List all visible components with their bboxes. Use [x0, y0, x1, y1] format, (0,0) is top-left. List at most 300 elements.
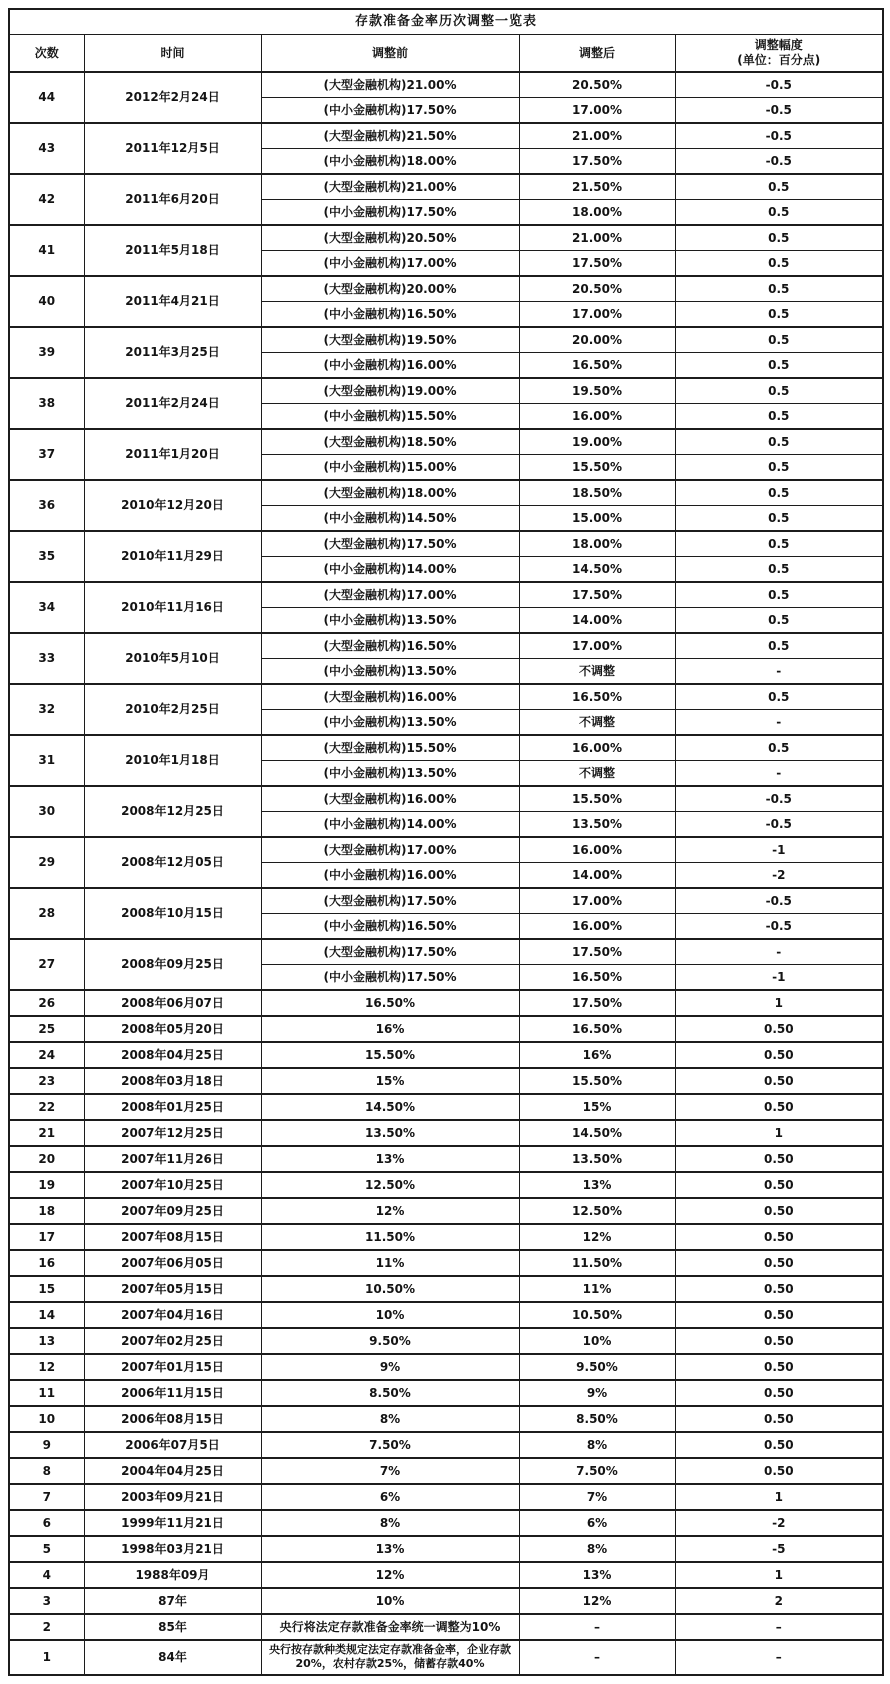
row-number-cell: 15 — [9, 1276, 84, 1302]
after-cell: 21.50% — [519, 174, 675, 200]
row-number-cell: 37 — [9, 429, 84, 480]
table-row — [9, 1562, 883, 1588]
date-cell: 2007年11月26日 — [84, 1146, 261, 1172]
before-cell: 7.50% — [261, 1432, 519, 1458]
table-row — [9, 582, 883, 608]
row-number-cell: 4 — [9, 1562, 84, 1588]
table-row — [9, 1146, 883, 1172]
change-cell: 1 — [675, 990, 883, 1016]
row-number-cell: 6 — [9, 1510, 84, 1536]
date-cell: 2011年5月18日 — [84, 225, 261, 276]
after-cell: 16.00% — [519, 735, 675, 761]
row-number-cell: 24 — [9, 1042, 84, 1068]
after-cell: 11% — [519, 1276, 675, 1302]
table-row — [9, 1406, 883, 1432]
date-cell: 2008年12月05日 — [84, 837, 261, 888]
change-cell: -1 — [675, 965, 883, 991]
change-cell: - — [675, 761, 883, 787]
row-number-cell: 22 — [9, 1094, 84, 1120]
date-cell: 2006年11月15日 — [84, 1380, 261, 1406]
date-cell: 2006年07月5日 — [84, 1432, 261, 1458]
change-cell: -0.5 — [675, 888, 883, 914]
before-cell: 8% — [261, 1406, 519, 1432]
change-cell: 0.5 — [675, 327, 883, 353]
before-cell: (中小金融机构)13.50% — [261, 761, 519, 787]
date-cell: 84年 — [84, 1640, 261, 1675]
col-header-after: 调整后 — [519, 35, 675, 73]
before-cell: (大型金融机构)19.50% — [261, 327, 519, 353]
table-row — [9, 1120, 883, 1146]
before-cell: (大型金融机构)15.50% — [261, 735, 519, 761]
date-cell: 2007年05月15日 — [84, 1276, 261, 1302]
date-cell: 2008年09月25日 — [84, 939, 261, 990]
after-cell: 不调整 — [519, 710, 675, 736]
before-cell: (大型金融机构)21.00% — [261, 174, 519, 200]
date-cell: 2008年01月25日 — [84, 1094, 261, 1120]
change-cell: 0.5 — [675, 735, 883, 761]
table-row — [9, 1640, 883, 1675]
row-number-cell: 30 — [9, 786, 84, 837]
before-cell: 12.50% — [261, 1172, 519, 1198]
change-cell: 0.5 — [675, 480, 883, 506]
after-cell: 18.00% — [519, 200, 675, 226]
after-cell: 15.00% — [519, 506, 675, 532]
before-cell: (中小金融机构)17.00% — [261, 251, 519, 277]
after-cell: – — [519, 1640, 675, 1675]
change-cell: -0.5 — [675, 98, 883, 124]
date-cell: 2010年12月20日 — [84, 480, 261, 531]
change-cell: 0.50 — [675, 1432, 883, 1458]
date-cell: 2011年1月20日 — [84, 429, 261, 480]
date-cell: 2008年10月15日 — [84, 888, 261, 939]
table-row — [9, 1484, 883, 1510]
after-cell: 16.50% — [519, 965, 675, 991]
before-cell: (大型金融机构)17.50% — [261, 888, 519, 914]
before-cell: 8% — [261, 1510, 519, 1536]
table-row — [9, 990, 883, 1016]
after-cell: 9% — [519, 1380, 675, 1406]
change-cell: 0.5 — [675, 353, 883, 379]
table-row — [9, 684, 883, 710]
change-cell: -0.5 — [675, 149, 883, 175]
after-cell: 18.00% — [519, 531, 675, 557]
table-row — [9, 1588, 883, 1614]
change-cell: 0.50 — [675, 1250, 883, 1276]
table-row — [9, 1068, 883, 1094]
before-cell: 10% — [261, 1588, 519, 1614]
before-cell: (中小金融机构)18.00% — [261, 149, 519, 175]
table-row — [9, 480, 883, 506]
header-row — [9, 35, 883, 73]
change-cell: 0.50 — [675, 1198, 883, 1224]
change-cell: 0.50 — [675, 1042, 883, 1068]
row-number-cell: 14 — [9, 1302, 84, 1328]
after-cell: 13.50% — [519, 1146, 675, 1172]
after-cell: 16.00% — [519, 404, 675, 430]
after-cell: 8% — [519, 1536, 675, 1562]
after-cell: 12.50% — [519, 1198, 675, 1224]
after-cell: 20.50% — [519, 72, 675, 98]
table-row — [9, 123, 883, 149]
change-cell: -0.5 — [675, 786, 883, 812]
before-cell: (大型金融机构)17.00% — [261, 837, 519, 863]
after-cell: 10.50% — [519, 1302, 675, 1328]
change-cell: 0.50 — [675, 1354, 883, 1380]
change-cell: 0.5 — [675, 200, 883, 226]
table-row — [9, 72, 883, 98]
table-row — [9, 531, 883, 557]
date-cell: 1999年11月21日 — [84, 1510, 261, 1536]
change-cell: 1 — [675, 1562, 883, 1588]
before-cell: 16% — [261, 1016, 519, 1042]
change-cell: 2 — [675, 1588, 883, 1614]
after-cell: 15.50% — [519, 1068, 675, 1094]
date-cell: 2003年09月21日 — [84, 1484, 261, 1510]
after-cell: 17.00% — [519, 888, 675, 914]
after-cell: 17.00% — [519, 98, 675, 124]
after-cell: 12% — [519, 1588, 675, 1614]
table-row — [9, 1458, 883, 1484]
after-cell: 10% — [519, 1328, 675, 1354]
table-row — [9, 735, 883, 761]
after-cell: 16% — [519, 1042, 675, 1068]
change-cell: -0.5 — [675, 914, 883, 940]
before-cell: (中小金融机构)16.50% — [261, 914, 519, 940]
before-cell: 15.50% — [261, 1042, 519, 1068]
after-cell: 17.00% — [519, 633, 675, 659]
table-row — [9, 1224, 883, 1250]
after-cell: 17.50% — [519, 149, 675, 175]
date-cell: 1998年03月21日 — [84, 1536, 261, 1562]
date-cell: 2008年04月25日 — [84, 1042, 261, 1068]
row-number-cell: 2 — [9, 1614, 84, 1640]
title-row — [9, 9, 883, 35]
before-cell: (大型金融机构)16.50% — [261, 633, 519, 659]
row-number-cell: 27 — [9, 939, 84, 990]
row-number-cell: 25 — [9, 1016, 84, 1042]
before-cell: (中小金融机构)17.50% — [261, 98, 519, 124]
before-cell: (中小金融机构)13.50% — [261, 710, 519, 736]
change-cell: 0.50 — [675, 1328, 883, 1354]
change-cell: 0.5 — [675, 557, 883, 583]
before-cell: (大型金融机构)16.00% — [261, 684, 519, 710]
row-number-cell: 41 — [9, 225, 84, 276]
change-cell: 0.50 — [675, 1224, 883, 1250]
table-row — [9, 1328, 883, 1354]
after-cell: 8.50% — [519, 1406, 675, 1432]
before-cell: (大型金融机构)20.00% — [261, 276, 519, 302]
change-cell: 1 — [675, 1120, 883, 1146]
before-cell: (中小金融机构)14.50% — [261, 506, 519, 532]
table-row — [9, 1250, 883, 1276]
date-cell: 2006年08月15日 — [84, 1406, 261, 1432]
date-cell: 2011年3月25日 — [84, 327, 261, 378]
after-cell: 7% — [519, 1484, 675, 1510]
date-cell: 2007年01月15日 — [84, 1354, 261, 1380]
table-row — [9, 837, 883, 863]
change-cell: 0.50 — [675, 1380, 883, 1406]
change-cell: 0.5 — [675, 684, 883, 710]
before-cell: 9% — [261, 1354, 519, 1380]
after-cell: 17.50% — [519, 939, 675, 965]
date-cell: 2012年2月24日 — [84, 72, 261, 123]
after-cell: 16.00% — [519, 914, 675, 940]
row-number-cell: 23 — [9, 1068, 84, 1094]
change-cell: 0.5 — [675, 582, 883, 608]
change-cell: 0.50 — [675, 1068, 883, 1094]
change-cell: - — [675, 710, 883, 736]
after-cell: 16.50% — [519, 684, 675, 710]
after-cell: 20.50% — [519, 276, 675, 302]
change-cell: 0.5 — [675, 404, 883, 430]
date-cell: 2007年06月05日 — [84, 1250, 261, 1276]
col-header-change-label: 调整幅度 — [754, 38, 803, 52]
before-cell: (大型金融机构)17.50% — [261, 939, 519, 965]
after-cell: 15.50% — [519, 455, 675, 481]
change-cell: 0.50 — [675, 1016, 883, 1042]
date-cell: 2007年09月25日 — [84, 1198, 261, 1224]
date-cell: 85年 — [84, 1614, 261, 1640]
before-cell: (中小金融机构)17.50% — [261, 200, 519, 226]
row-number-cell: 9 — [9, 1432, 84, 1458]
table-row — [9, 888, 883, 914]
after-cell: 11.50% — [519, 1250, 675, 1276]
table-row — [9, 429, 883, 455]
row-number-cell: 10 — [9, 1406, 84, 1432]
before-cell: (中小金融机构)15.00% — [261, 455, 519, 481]
date-cell: 2010年11月29日 — [84, 531, 261, 582]
before-cell: (中小金融机构)14.00% — [261, 812, 519, 838]
after-cell: 14.50% — [519, 1120, 675, 1146]
table-title: 存款准备金率历次调整一览表 — [9, 9, 883, 35]
col-header-change-unit: (单位：百分点) — [737, 53, 821, 67]
row-number-cell: 39 — [9, 327, 84, 378]
before-cell: 12% — [261, 1198, 519, 1224]
before-cell: (大型金融机构)19.00% — [261, 378, 519, 404]
table-row — [9, 1198, 883, 1224]
date-cell: 2010年2月25日 — [84, 684, 261, 735]
before-cell: (大型金融机构)17.00% — [261, 582, 519, 608]
date-cell: 2008年12月25日 — [84, 786, 261, 837]
table-row — [9, 1354, 883, 1380]
after-cell: 16.50% — [519, 353, 675, 379]
change-cell: 0.5 — [675, 378, 883, 404]
row-number-cell: 1 — [9, 1640, 84, 1675]
after-cell: 6% — [519, 1510, 675, 1536]
row-number-cell: 33 — [9, 633, 84, 684]
before-cell: 10.50% — [261, 1276, 519, 1302]
before-cell: 14.50% — [261, 1094, 519, 1120]
after-cell: 14.50% — [519, 557, 675, 583]
before-cell: 央行按存款种类规定法定存款准备金率，企业存款20%，农村存款25%，储蓄存款40% — [261, 1640, 519, 1675]
date-cell: 2007年12月25日 — [84, 1120, 261, 1146]
date-cell: 2008年06月07日 — [84, 990, 261, 1016]
after-cell: 17.50% — [519, 582, 675, 608]
date-cell: 1988年09月 — [84, 1562, 261, 1588]
table-row — [9, 939, 883, 965]
after-cell: 9.50% — [519, 1354, 675, 1380]
before-cell: 13% — [261, 1146, 519, 1172]
after-cell: 15% — [519, 1094, 675, 1120]
col-header-before: 调整前 — [261, 35, 519, 73]
table-row — [9, 174, 883, 200]
table-row — [9, 1432, 883, 1458]
before-cell: 12% — [261, 1562, 519, 1588]
date-cell: 2010年11月16日 — [84, 582, 261, 633]
before-cell: (中小金融机构)14.00% — [261, 557, 519, 583]
date-cell: 2011年12月5日 — [84, 123, 261, 174]
row-number-cell: 28 — [9, 888, 84, 939]
row-number-cell: 35 — [9, 531, 84, 582]
change-cell: 0.50 — [675, 1172, 883, 1198]
change-cell: -0.5 — [675, 812, 883, 838]
change-cell: 0.5 — [675, 225, 883, 251]
after-cell: 21.00% — [519, 123, 675, 149]
change-cell: 0.5 — [675, 633, 883, 659]
row-number-cell: 8 — [9, 1458, 84, 1484]
after-cell: 14.00% — [519, 608, 675, 634]
before-cell: 13.50% — [261, 1120, 519, 1146]
date-cell: 2011年4月21日 — [84, 276, 261, 327]
row-number-cell: 19 — [9, 1172, 84, 1198]
after-cell: 19.50% — [519, 378, 675, 404]
before-cell: (大型金融机构)21.00% — [261, 72, 519, 98]
after-cell: 15.50% — [519, 786, 675, 812]
change-cell: 0.50 — [675, 1094, 883, 1120]
change-cell: 0.5 — [675, 455, 883, 481]
table-row — [9, 225, 883, 251]
before-cell: (大型金融机构)20.50% — [261, 225, 519, 251]
after-cell: 20.00% — [519, 327, 675, 353]
after-cell: 16.50% — [519, 1016, 675, 1042]
before-cell: 13% — [261, 1536, 519, 1562]
row-number-cell: 13 — [9, 1328, 84, 1354]
row-number-cell: 7 — [9, 1484, 84, 1510]
date-cell: 2008年03月18日 — [84, 1068, 261, 1094]
date-cell: 2011年2月24日 — [84, 378, 261, 429]
before-cell: (大型金融机构)16.00% — [261, 786, 519, 812]
row-number-cell: 12 — [9, 1354, 84, 1380]
after-cell: 8% — [519, 1432, 675, 1458]
col-header-date: 时间 — [84, 35, 261, 73]
before-cell: (大型金融机构)21.50% — [261, 123, 519, 149]
before-cell: (大型金融机构)17.50% — [261, 531, 519, 557]
before-cell: (中小金融机构)13.50% — [261, 608, 519, 634]
after-cell: 17.50% — [519, 990, 675, 1016]
before-cell: (中小金融机构)16.50% — [261, 302, 519, 328]
change-cell: 0.50 — [675, 1146, 883, 1172]
before-cell: 8.50% — [261, 1380, 519, 1406]
table-row — [9, 786, 883, 812]
row-number-cell: 18 — [9, 1198, 84, 1224]
row-number-cell: 44 — [9, 72, 84, 123]
row-number-cell: 31 — [9, 735, 84, 786]
change-cell: -2 — [675, 863, 883, 889]
change-cell: – — [675, 1614, 883, 1640]
row-number-cell: 3 — [9, 1588, 84, 1614]
date-cell: 2007年08月15日 — [84, 1224, 261, 1250]
after-cell: 16.00% — [519, 837, 675, 863]
table-row — [9, 1016, 883, 1042]
reserve-ratio-table — [8, 8, 884, 1676]
table-row — [9, 276, 883, 302]
change-cell: -2 — [675, 1510, 883, 1536]
change-cell: - — [675, 939, 883, 965]
row-number-cell: 43 — [9, 123, 84, 174]
change-cell: 0.50 — [675, 1406, 883, 1432]
table-row — [9, 1172, 883, 1198]
table-row — [9, 1042, 883, 1068]
row-number-cell: 20 — [9, 1146, 84, 1172]
change-cell: -1 — [675, 837, 883, 863]
table-row — [9, 633, 883, 659]
table-row — [9, 378, 883, 404]
after-cell: 7.50% — [519, 1458, 675, 1484]
before-cell: 15% — [261, 1068, 519, 1094]
after-cell: – — [519, 1614, 675, 1640]
change-cell: 0.5 — [675, 429, 883, 455]
table-row — [9, 1510, 883, 1536]
change-cell: 0.5 — [675, 506, 883, 532]
before-cell: (大型金融机构)18.50% — [261, 429, 519, 455]
after-cell: 13.50% — [519, 812, 675, 838]
row-number-cell: 29 — [9, 837, 84, 888]
after-cell: 不调整 — [519, 659, 675, 685]
col-header-num: 次数 — [9, 35, 84, 73]
before-cell: 11% — [261, 1250, 519, 1276]
before-cell: (中小金融机构)13.50% — [261, 659, 519, 685]
change-cell: – — [675, 1640, 883, 1675]
table-row — [9, 1094, 883, 1120]
change-cell: 0.5 — [675, 251, 883, 277]
date-cell: 2007年10月25日 — [84, 1172, 261, 1198]
change-cell: 0.50 — [675, 1458, 883, 1484]
before-cell: (中小金融机构)16.00% — [261, 353, 519, 379]
table-row — [9, 1302, 883, 1328]
table-row — [9, 1380, 883, 1406]
row-number-cell: 17 — [9, 1224, 84, 1250]
after-cell: 12% — [519, 1224, 675, 1250]
row-number-cell: 42 — [9, 174, 84, 225]
row-number-cell: 40 — [9, 276, 84, 327]
change-cell: 0.5 — [675, 276, 883, 302]
date-cell: 2011年6月20日 — [84, 174, 261, 225]
table-row — [9, 1614, 883, 1640]
date-cell: 87年 — [84, 1588, 261, 1614]
table-body — [9, 72, 883, 1675]
row-number-cell: 16 — [9, 1250, 84, 1276]
change-cell: 0.5 — [675, 608, 883, 634]
after-cell: 18.50% — [519, 480, 675, 506]
before-cell: 7% — [261, 1458, 519, 1484]
before-cell: 11.50% — [261, 1224, 519, 1250]
before-cell: 10% — [261, 1302, 519, 1328]
change-cell: 0.5 — [675, 302, 883, 328]
after-cell: 13% — [519, 1172, 675, 1198]
change-cell: 0.5 — [675, 174, 883, 200]
change-cell: -0.5 — [675, 72, 883, 98]
col-header-change — [675, 35, 883, 73]
before-cell: 6% — [261, 1484, 519, 1510]
row-number-cell: 36 — [9, 480, 84, 531]
row-number-cell: 38 — [9, 378, 84, 429]
row-number-cell: 34 — [9, 582, 84, 633]
row-number-cell: 26 — [9, 990, 84, 1016]
table-row — [9, 1536, 883, 1562]
date-cell: 2007年04月16日 — [84, 1302, 261, 1328]
before-cell: (中小金融机构)16.00% — [261, 863, 519, 889]
date-cell: 2010年5月10日 — [84, 633, 261, 684]
